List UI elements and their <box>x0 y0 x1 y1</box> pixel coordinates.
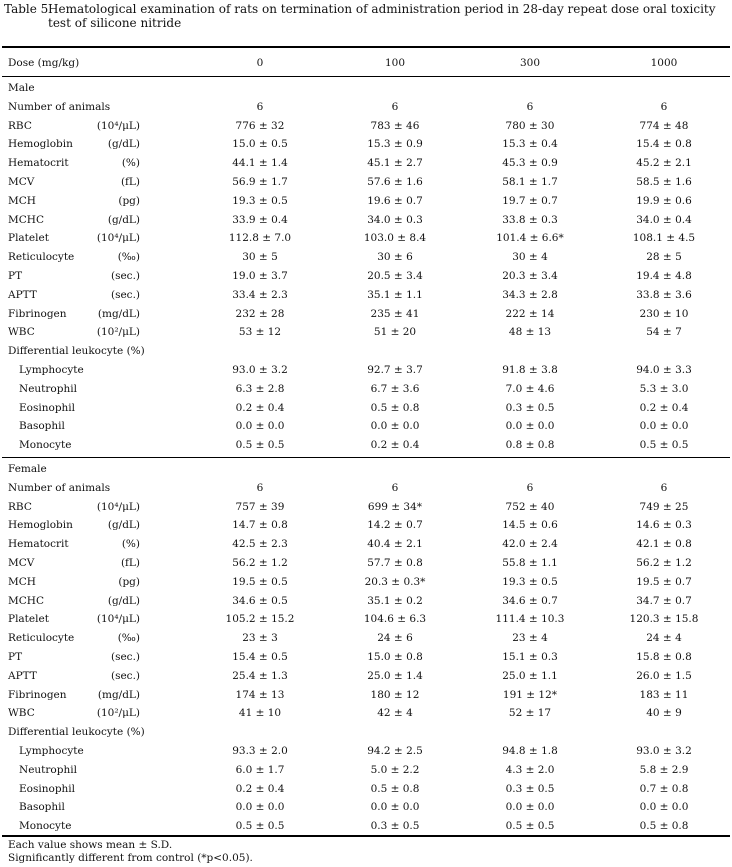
cell-dose-300: 7.0 ± 4.6 <box>505 382 555 395</box>
cell-dose-300: 91.8 ± 3.8 <box>502 364 558 376</box>
cell-dose-300: 42.0 ± 2.4 <box>502 538 558 551</box>
cell-dose-0: 53 ± 12 <box>238 326 282 339</box>
cell-dose-300: 34.3 ± 2.8 <box>502 288 558 301</box>
cell-dose-300: 45.3 ± 0.9 <box>502 157 558 170</box>
cell-dose-1000: 0.7 ± 0.8 <box>639 782 689 795</box>
table-row <box>0 498 732 517</box>
row-unit: (fL) <box>120 557 140 569</box>
cell-dose-0: 0.0 ± 0.0 <box>235 420 285 433</box>
cell-dose-0: 42.5 ± 2.3 <box>232 538 288 551</box>
section-title: Female <box>8 463 47 475</box>
cell-dose-0: 33.9 ± 0.4 <box>232 213 288 226</box>
table-row <box>0 610 732 629</box>
cell-dose-1000: 58.5 ± 1.6 <box>636 176 692 188</box>
cell-dose-300: 0.0 ± 0.0 <box>505 420 555 433</box>
table-row <box>0 305 732 324</box>
cell-dose-300: 25.0 ± 1.1 <box>502 669 558 682</box>
row-unit: (sec.) <box>110 669 140 682</box>
cell-dose-1000: 19.9 ± 0.6 <box>636 194 692 207</box>
cell-dose-100: 6 <box>391 481 399 494</box>
row-label: Fibrinogen <box>8 307 67 320</box>
top-rule <box>2 46 730 48</box>
cell-dose-0: 56.2 ± 1.2 <box>232 557 288 569</box>
cell-dose-300: 14.5 ± 0.6 <box>502 519 558 532</box>
row-label: Lymphocyte <box>19 364 84 376</box>
cell-dose-100: 6 <box>391 100 399 113</box>
cell-dose-100: 6.7 ± 3.6 <box>370 382 420 395</box>
table-row <box>0 479 732 498</box>
row-label: RBC <box>8 119 32 132</box>
cell-dose-300: 19.3 ± 0.5 <box>502 575 558 588</box>
table-row <box>0 286 732 305</box>
cell-dose-100: 20.3 ± 0.3* <box>364 575 426 588</box>
cell-dose-300: 30 ± 4 <box>512 251 548 264</box>
cell-dose-100: 15.3 ± 0.9 <box>367 138 423 151</box>
cell-dose-0: 93.3 ± 2.0 <box>232 745 288 757</box>
cell-dose-300: 101.4 ± 6.6* <box>496 232 564 245</box>
row-label: MCV <box>8 176 35 188</box>
cell-dose-0: 105.2 ± 15.2 <box>225 613 295 626</box>
cell-dose-0: 0.2 ± 0.4 <box>235 401 285 414</box>
cell-dose-100: 30 ± 6 <box>377 251 413 264</box>
cell-dose-100: 20.5 ± 3.4 <box>367 270 423 282</box>
table-row <box>0 554 732 573</box>
cell-dose-0: 0.0 ± 0.0 <box>235 801 285 814</box>
row-unit: (10⁴/μL) <box>96 613 140 626</box>
cell-dose-300: 58.1 ± 1.7 <box>502 176 558 188</box>
row-unit: (10⁴/μL) <box>96 500 140 513</box>
dose-header-1: 100 <box>384 57 406 69</box>
cell-dose-1000: 15.8 ± 0.8 <box>636 651 692 663</box>
table-row <box>0 192 732 211</box>
cell-dose-1000: 183 ± 11 <box>639 688 689 701</box>
row-unit: (‰) <box>117 632 140 645</box>
cell-dose-1000: 33.8 ± 3.6 <box>636 288 692 301</box>
row-label: Differential leukocyte (%) <box>8 726 145 739</box>
row-unit: (pg) <box>118 194 140 207</box>
cell-dose-0: 56.9 ± 1.7 <box>232 176 288 188</box>
cell-dose-300: 0.5 ± 0.5 <box>505 820 555 833</box>
row-label: Reticulocyte <box>8 632 75 645</box>
row-unit: (10⁴/μL) <box>96 232 140 245</box>
row-label: Eosinophil <box>19 782 76 795</box>
row-label: MCH <box>8 194 36 207</box>
table-row <box>0 342 732 361</box>
cell-dose-0: 0.5 ± 0.5 <box>235 820 285 833</box>
cell-dose-0: 112.8 ± 7.0 <box>228 232 292 245</box>
cell-dose-1000: 6 <box>660 100 668 113</box>
cell-dose-100: 57.7 ± 0.8 <box>367 557 423 569</box>
row-label: Number of animals <box>8 481 111 494</box>
cell-dose-300: 6 <box>526 481 534 494</box>
cell-dose-300: 0.3 ± 0.5 <box>505 401 555 414</box>
cell-dose-1000: 120.3 ± 15.8 <box>629 613 699 626</box>
row-unit: (10²/μL) <box>96 707 140 720</box>
row-label: MCH <box>8 575 36 588</box>
section-title-row <box>0 79 732 98</box>
cell-dose-0: 15.0 ± 0.5 <box>232 138 288 151</box>
cell-dose-1000: 56.2 ± 1.2 <box>636 557 692 569</box>
cell-dose-1000: 14.6 ± 0.3 <box>636 519 692 532</box>
cell-dose-1000: 19.5 ± 0.7 <box>636 575 692 588</box>
cell-dose-100: 783 ± 46 <box>370 119 420 132</box>
row-label: APTT <box>8 669 37 682</box>
table-row <box>0 267 732 286</box>
cell-dose-100: 92.7 ± 3.7 <box>367 364 423 376</box>
cell-dose-100: 35.1 ± 1.1 <box>367 288 423 301</box>
table-row <box>0 592 732 611</box>
row-label: Neutrophil <box>19 382 77 395</box>
table-row <box>0 380 732 399</box>
cell-dose-0: 232 ± 28 <box>235 307 285 320</box>
cell-dose-0: 19.0 ± 3.7 <box>232 270 288 282</box>
cell-dose-1000: 94.0 ± 3.3 <box>636 364 692 376</box>
cell-dose-1000: 15.4 ± 0.8 <box>636 138 692 151</box>
cell-dose-1000: 26.0 ± 1.5 <box>636 669 692 682</box>
cell-dose-1000: 6 <box>660 481 668 494</box>
table-row <box>0 211 732 230</box>
row-label: Eosinophil <box>19 401 76 414</box>
row-unit: (sec.) <box>110 288 140 301</box>
row-unit: (mg/dL) <box>97 307 140 320</box>
row-unit: (‰) <box>117 251 140 264</box>
cell-dose-1000: 0.0 ± 0.0 <box>639 420 689 433</box>
row-label: WBC <box>8 326 35 339</box>
cell-dose-300: 34.6 ± 0.7 <box>502 594 558 607</box>
row-label: MCHC <box>8 213 44 226</box>
dose-header-2: 300 <box>519 57 541 69</box>
section-divider-rule <box>2 457 730 458</box>
table-row <box>0 98 732 117</box>
table-row <box>0 704 732 723</box>
table-row <box>0 780 732 799</box>
cell-dose-0: 19.3 ± 0.5 <box>232 194 288 207</box>
table-row <box>0 798 732 817</box>
cell-dose-1000: 34.7 ± 0.7 <box>636 594 692 607</box>
row-unit: (g/dL) <box>107 213 140 226</box>
row-label: Monocyte <box>19 820 72 833</box>
table-row <box>0 436 732 455</box>
footnote-mean-sd: Each value shows mean ± S.D. <box>8 839 173 851</box>
table-row <box>0 742 732 761</box>
cell-dose-300: 55.8 ± 1.1 <box>502 557 558 569</box>
cell-dose-100: 0.2 ± 0.4 <box>370 439 420 452</box>
cell-dose-100: 5.0 ± 2.2 <box>370 763 420 776</box>
row-label: Basophil <box>19 420 65 433</box>
cell-dose-100: 104.6 ± 6.3 <box>363 613 427 626</box>
cell-dose-100: 94.2 ± 2.5 <box>367 745 423 757</box>
cell-dose-100: 42 ± 4 <box>377 707 413 720</box>
table-row <box>0 229 732 248</box>
cell-dose-300: 33.8 ± 0.3 <box>502 213 558 226</box>
table-row <box>0 248 732 267</box>
cell-dose-1000: 749 ± 25 <box>639 500 689 513</box>
row-label: PT <box>8 651 23 663</box>
table-row <box>0 323 732 342</box>
cell-dose-300: 6 <box>526 100 534 113</box>
cell-dose-100: 699 ± 34* <box>367 500 423 513</box>
cell-dose-100: 51 ± 20 <box>373 326 417 339</box>
bottom-rule <box>2 835 730 837</box>
row-label: MCHC <box>8 594 44 607</box>
cell-dose-100: 0.5 ± 0.8 <box>370 782 420 795</box>
cell-dose-300: 52 ± 17 <box>508 707 552 720</box>
table-row <box>0 648 732 667</box>
row-label: Neutrophil <box>19 763 77 776</box>
row-unit: (sec.) <box>110 270 140 282</box>
cell-dose-0: 19.5 ± 0.5 <box>232 575 288 588</box>
row-label: APTT <box>8 288 37 301</box>
cell-dose-100: 0.0 ± 0.0 <box>370 420 420 433</box>
row-label: Platelet <box>8 232 49 245</box>
cell-dose-100: 40.4 ± 2.1 <box>367 538 423 551</box>
cell-dose-1000: 19.4 ± 4.8 <box>636 270 692 282</box>
dose-header-3: 1000 <box>650 57 678 69</box>
table-row <box>0 573 732 592</box>
cell-dose-0: 34.6 ± 0.5 <box>232 594 288 607</box>
cell-dose-100: 180 ± 12 <box>370 688 420 701</box>
cell-dose-1000: 28 ± 5 <box>646 251 682 264</box>
cell-dose-300: 19.7 ± 0.7 <box>502 194 558 207</box>
cell-dose-1000: 40 ± 9 <box>646 707 682 720</box>
cell-dose-300: 780 ± 30 <box>505 119 555 132</box>
cell-dose-1000: 34.0 ± 0.4 <box>636 213 692 226</box>
table-row <box>0 667 732 686</box>
table-row <box>0 516 732 535</box>
table-row <box>0 173 732 192</box>
cell-dose-0: 0.5 ± 0.5 <box>235 439 285 452</box>
table-row <box>0 135 732 154</box>
row-unit: (g/dL) <box>107 138 140 151</box>
row-label: RBC <box>8 500 32 513</box>
cell-dose-0: 15.4 ± 0.5 <box>232 651 288 663</box>
cell-dose-300: 752 ± 40 <box>505 500 555 513</box>
row-label: Platelet <box>8 613 49 626</box>
cell-dose-300: 23 ± 4 <box>512 632 548 645</box>
header-rule <box>2 76 730 77</box>
row-unit: (mg/dL) <box>97 688 140 701</box>
cell-dose-0: 44.1 ± 1.4 <box>232 157 288 170</box>
table-row <box>0 629 732 648</box>
row-unit: (10²/μL) <box>96 326 140 339</box>
row-label: Fibrinogen <box>8 688 67 701</box>
table-row <box>0 417 732 436</box>
cell-dose-100: 0.5 ± 0.8 <box>370 401 420 414</box>
cell-dose-100: 14.2 ± 0.7 <box>367 519 423 532</box>
cell-dose-0: 30 ± 5 <box>242 251 278 264</box>
cell-dose-100: 0.0 ± 0.0 <box>370 801 420 814</box>
cell-dose-300: 191 ± 12* <box>502 688 558 701</box>
cell-dose-0: 6.0 ± 1.7 <box>235 763 285 776</box>
cell-dose-300: 222 ± 14 <box>505 307 555 320</box>
table-row <box>0 723 732 742</box>
cell-dose-300: 0.3 ± 0.5 <box>505 782 555 795</box>
table-row <box>0 154 732 173</box>
cell-dose-0: 757 ± 39 <box>235 500 285 513</box>
row-label: Hemoglobin <box>8 519 73 532</box>
row-label: Basophil <box>19 801 65 814</box>
cell-dose-1000: 108.1 ± 4.5 <box>632 232 696 245</box>
cell-dose-1000: 5.3 ± 3.0 <box>639 382 689 395</box>
row-unit: (fL) <box>120 176 140 188</box>
dose-header-label: Dose (mg/kg) <box>8 57 80 69</box>
cell-dose-0: 174 ± 13 <box>235 688 285 701</box>
cell-dose-1000: 0.2 ± 0.4 <box>639 401 689 414</box>
table-row <box>0 761 732 780</box>
row-unit: (g/dL) <box>107 519 140 532</box>
cell-dose-300: 0.8 ± 0.8 <box>505 439 555 452</box>
row-label: Lymphocyte <box>19 745 84 757</box>
table-caption-label: Table 5 <box>4 2 49 16</box>
row-label: Reticulocyte <box>8 251 75 264</box>
row-label: Hematocrit <box>8 538 69 551</box>
row-label: Number of animals <box>8 100 111 113</box>
cell-dose-0: 14.7 ± 0.8 <box>232 519 288 532</box>
table-row <box>0 361 732 380</box>
cell-dose-1000: 774 ± 48 <box>639 119 689 132</box>
row-label: Hematocrit <box>8 157 69 170</box>
row-label: Monocyte <box>19 439 72 452</box>
cell-dose-100: 57.6 ± 1.6 <box>367 176 423 188</box>
row-unit: (%) <box>121 157 140 170</box>
cell-dose-1000: 24 ± 4 <box>646 632 682 645</box>
cell-dose-100: 235 ± 41 <box>370 307 420 320</box>
table-row <box>0 686 732 705</box>
cell-dose-300: 94.8 ± 1.8 <box>502 745 558 757</box>
cell-dose-1000: 5.8 ± 2.9 <box>639 763 689 776</box>
table-caption-text: Hematological examination of rats on termination of administration period in 28-day repeat dose oral toxicity test of silicone nitride <box>48 2 716 30</box>
cell-dose-100: 35.1 ± 0.2 <box>367 594 423 607</box>
row-label: PT <box>8 270 23 282</box>
row-label: MCV <box>8 557 35 569</box>
cell-dose-0: 0.2 ± 0.4 <box>235 782 285 795</box>
cell-dose-1000: 54 ± 7 <box>646 326 682 339</box>
cell-dose-1000: 0.5 ± 0.5 <box>639 439 689 452</box>
cell-dose-300: 111.4 ± 10.3 <box>495 613 565 626</box>
cell-dose-1000: 230 ± 10 <box>639 307 689 320</box>
cell-dose-0: 6 <box>256 481 264 494</box>
row-label: Hemoglobin <box>8 138 73 151</box>
cell-dose-1000: 93.0 ± 3.2 <box>636 745 692 757</box>
row-unit: (%) <box>121 538 140 551</box>
cell-dose-100: 25.0 ± 1.4 <box>367 669 423 682</box>
cell-dose-0: 33.4 ± 2.3 <box>232 288 288 301</box>
cell-dose-300: 48 ± 13 <box>508 326 552 339</box>
row-unit: (sec.) <box>110 651 140 663</box>
row-label: Differential leukocyte (%) <box>8 345 145 358</box>
table-row <box>0 817 732 836</box>
dose-header-0: 0 <box>256 57 264 69</box>
cell-dose-1000: 0.0 ± 0.0 <box>639 801 689 814</box>
cell-dose-100: 0.3 ± 0.5 <box>370 820 420 833</box>
cell-dose-300: 4.3 ± 2.0 <box>505 763 555 776</box>
table-row <box>0 535 732 554</box>
footnote-significance: Significantly different from control (*p<0.05). <box>8 852 253 864</box>
cell-dose-100: 15.0 ± 0.8 <box>367 651 423 663</box>
cell-dose-300: 15.1 ± 0.3 <box>502 651 558 663</box>
cell-dose-0: 776 ± 32 <box>235 119 285 132</box>
cell-dose-300: 15.3 ± 0.4 <box>502 138 558 151</box>
cell-dose-300: 20.3 ± 3.4 <box>502 270 558 282</box>
row-unit: (pg) <box>118 575 140 588</box>
row-label: WBC <box>8 707 35 720</box>
cell-dose-0: 23 ± 3 <box>242 632 278 645</box>
section-title-row <box>0 460 732 479</box>
cell-dose-100: 19.6 ± 0.7 <box>367 194 423 207</box>
section-title: Male <box>8 82 35 94</box>
cell-dose-0: 6 <box>256 100 264 113</box>
table-row <box>0 117 732 136</box>
cell-dose-0: 41 ± 10 <box>238 707 282 720</box>
cell-dose-0: 6.3 ± 2.8 <box>235 382 285 395</box>
cell-dose-100: 24 ± 6 <box>377 632 413 645</box>
cell-dose-1000: 0.5 ± 0.8 <box>639 820 689 833</box>
table-row <box>0 399 732 418</box>
cell-dose-100: 103.0 ± 8.4 <box>363 232 427 245</box>
cell-dose-1000: 45.2 ± 2.1 <box>636 157 692 170</box>
cell-dose-0: 25.4 ± 1.3 <box>232 669 288 682</box>
cell-dose-100: 45.1 ± 2.7 <box>367 157 423 170</box>
cell-dose-100: 34.0 ± 0.3 <box>367 213 423 226</box>
cell-dose-0: 93.0 ± 3.2 <box>232 364 288 376</box>
row-unit: (10⁴/μL) <box>96 119 140 132</box>
row-unit: (g/dL) <box>107 594 140 607</box>
cell-dose-300: 0.0 ± 0.0 <box>505 801 555 814</box>
cell-dose-1000: 42.1 ± 0.8 <box>636 538 692 551</box>
